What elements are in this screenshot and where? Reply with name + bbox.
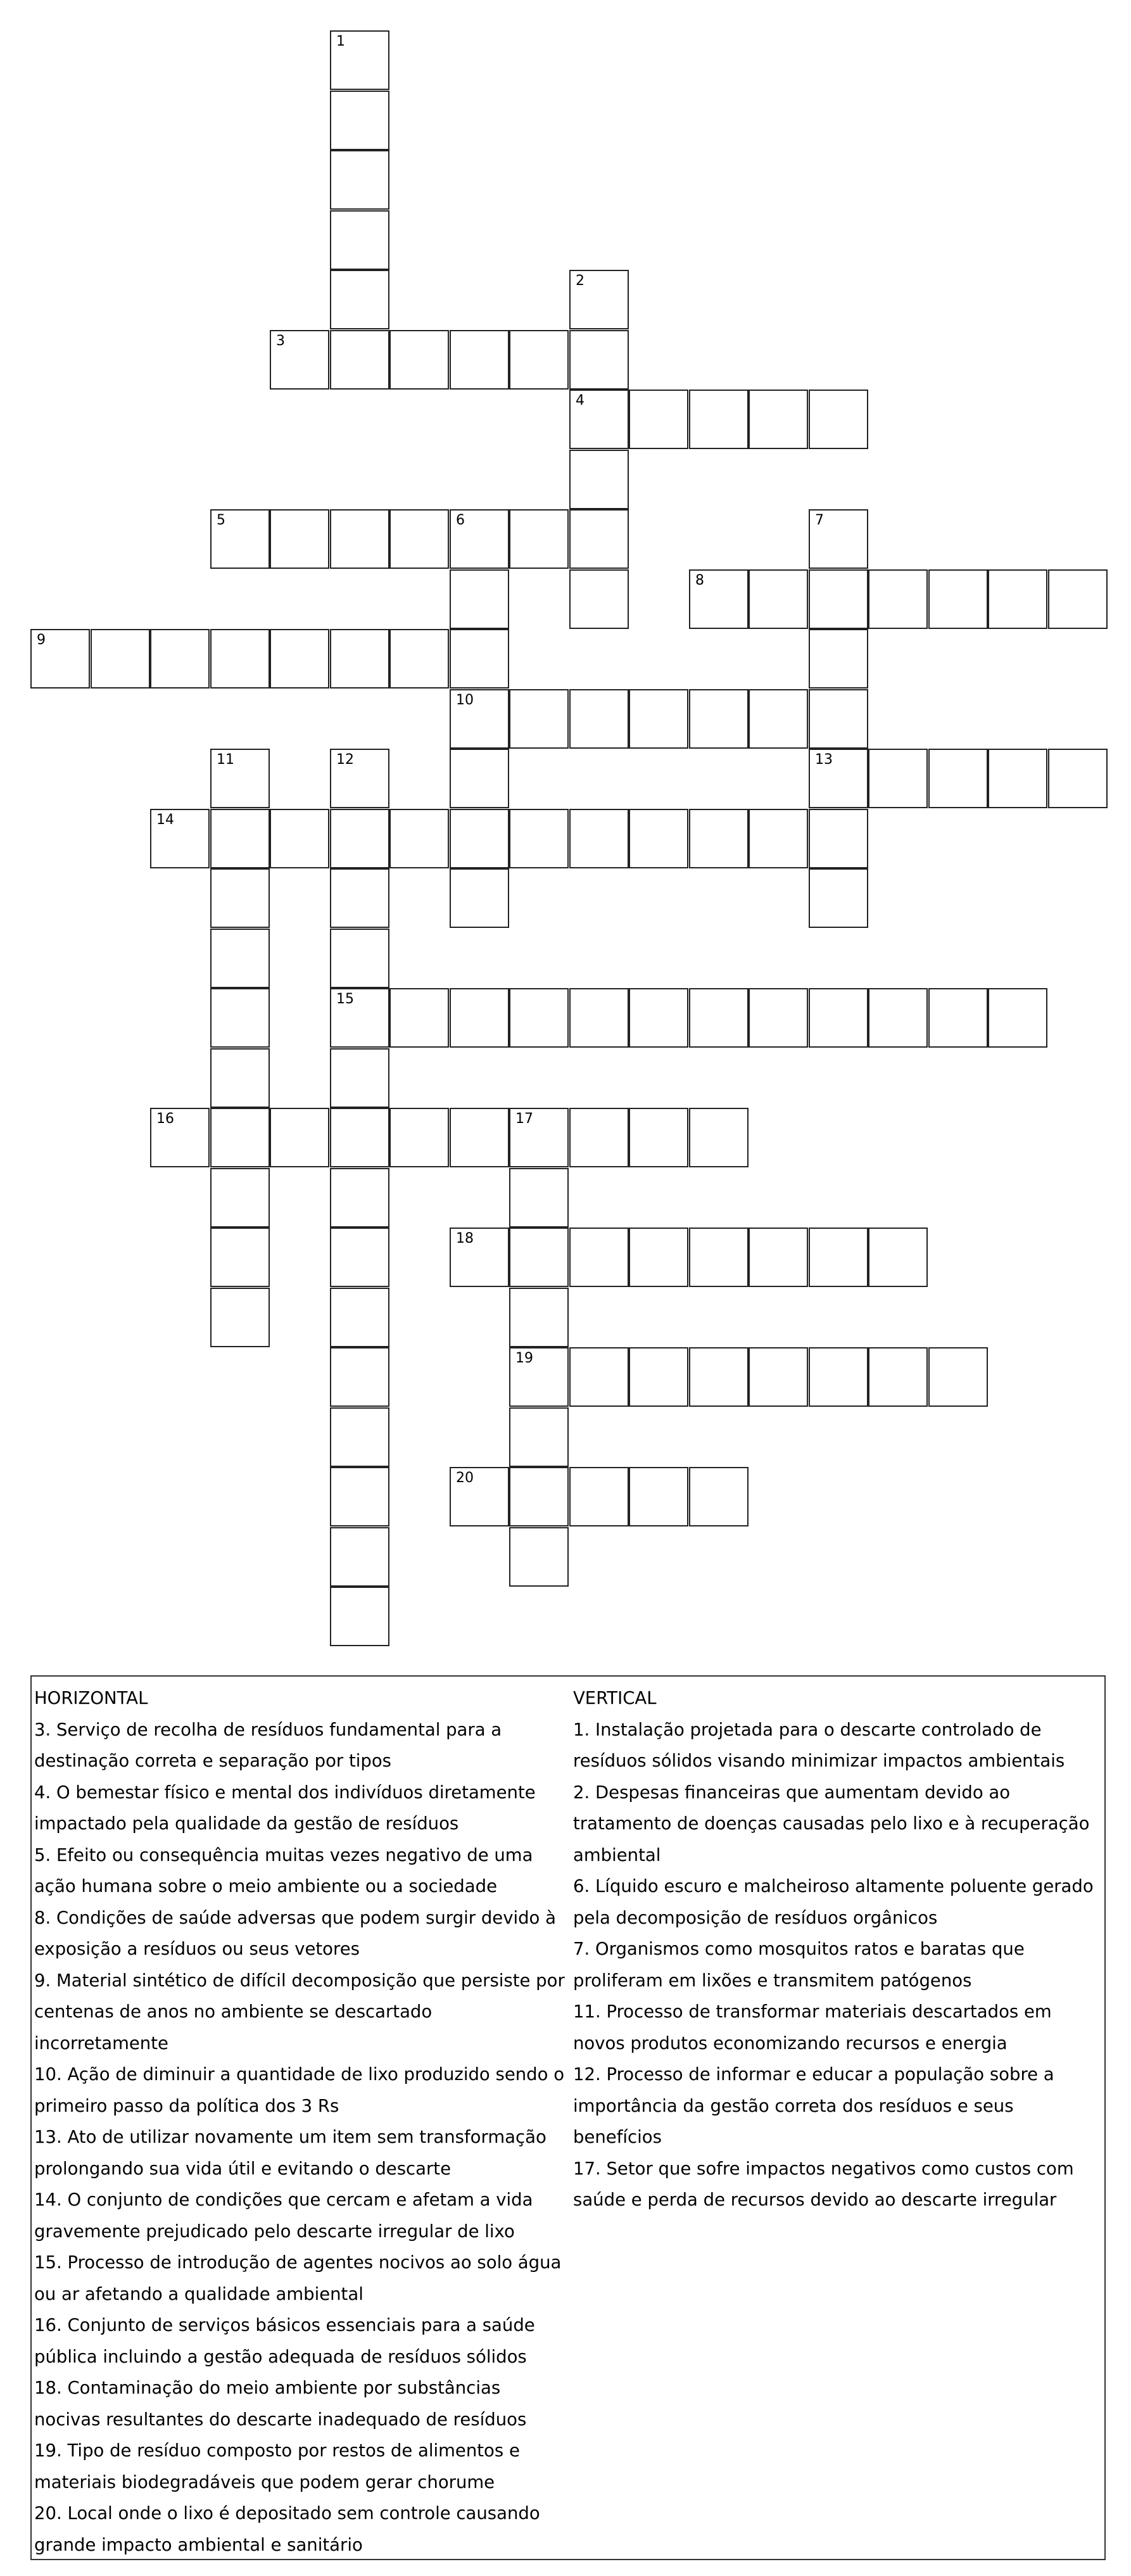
clue-number: 15 <box>336 991 354 1007</box>
horizontal-heading: HORIZONTAL <box>34 1688 148 1708</box>
grid-cell[interactable] <box>749 1347 808 1407</box>
grid-cell[interactable] <box>210 988 270 1048</box>
grid-cell[interactable] <box>928 749 988 808</box>
grid-cell[interactable] <box>629 689 688 749</box>
clue-h15: 15. Processo de introdução de agentes nocivos ao solo água ou ar afetando a qualidade ambiental <box>34 2252 562 2304</box>
grid-cell[interactable] <box>569 809 629 868</box>
clue-h4: 4. O bemestar físico e mental dos indivíduos diretamente impactado pela qualidade da gestão de resíduos <box>34 1782 536 1834</box>
grid-cell[interactable] <box>270 1108 329 1167</box>
clue-h10: 10. Ação de diminuir a quantidade de lixo produzido sendo o primeiro passo da política dos 3 Rs <box>34 2064 565 2116</box>
grid-cell[interactable] <box>629 988 688 1048</box>
grid-cell[interactable] <box>330 1467 389 1526</box>
grid-cell[interactable] <box>450 629 509 688</box>
grid-cell[interactable] <box>928 988 988 1048</box>
grid-cell[interactable] <box>389 330 449 390</box>
grid-cell[interactable] <box>330 509 389 569</box>
grid-cell[interactable] <box>809 749 868 808</box>
grid-cell[interactable] <box>809 689 868 749</box>
clue-number: 14 <box>156 812 174 828</box>
clue-h19: 19. Tipo de resíduo composto por restos de alimentos e materiais biodegradáveis que podem gerar chorume <box>34 2440 520 2492</box>
grid-cell[interactable] <box>809 629 868 688</box>
grid-cell[interactable] <box>150 1108 210 1167</box>
grid-cell[interactable] <box>270 330 329 390</box>
grid-cell[interactable] <box>988 749 1047 808</box>
grid-cell[interactable] <box>330 270 389 329</box>
grid-cell[interactable] <box>450 569 509 629</box>
grid-cell[interactable] <box>689 1228 749 1287</box>
clue-v12: 12. Processo de informar e educar a população sobre a importância da gestão correta dos resíduos e seus benefícios <box>573 2064 1054 2147</box>
grid-cell[interactable] <box>689 1467 749 1526</box>
grid-cell[interactable] <box>210 749 270 808</box>
grid-cell[interactable] <box>689 689 749 749</box>
grid-cell[interactable] <box>389 988 449 1048</box>
grid-cell[interactable] <box>210 1228 270 1287</box>
grid-cell[interactable] <box>330 1168 389 1228</box>
grid-cell[interactable] <box>210 1168 270 1228</box>
grid-cell[interactable] <box>868 988 928 1048</box>
grid-cell[interactable] <box>150 629 210 688</box>
grid-cell[interactable] <box>270 809 329 868</box>
grid-cell[interactable] <box>689 1108 749 1167</box>
clue-v6: 6. Líquido escuro e malcheiroso altamente poluente gerado pela decomposição de resíduos orgânicos <box>573 1876 1094 1928</box>
grid-cell[interactable] <box>569 270 629 329</box>
grid-cell[interactable] <box>330 210 389 270</box>
grid-cell[interactable] <box>509 689 569 749</box>
grid-cell[interactable] <box>330 1347 389 1407</box>
clue-h16: 16. Conjunto de serviços básicos essenciais para a saúde pública incluindo a gestão adequada de resíduos sólidos <box>34 2315 535 2367</box>
grid-cell[interactable] <box>629 809 688 868</box>
grid-cell[interactable] <box>450 1467 509 1526</box>
grid-cell[interactable] <box>988 988 1047 1048</box>
grid-cell[interactable] <box>389 1108 449 1167</box>
grid-cell[interactable] <box>629 1108 688 1167</box>
grid-cell[interactable] <box>330 1407 389 1467</box>
grid-cell[interactable] <box>330 629 389 688</box>
grid-cell[interactable] <box>330 988 389 1048</box>
clue-h3: 3. Serviço de recolha de resíduos fundamental para a destinação correta e separação por tipos <box>34 1719 502 1771</box>
clue-number: 20 <box>456 1470 474 1486</box>
grid-cell[interactable] <box>389 809 449 868</box>
grid-cell[interactable] <box>450 1228 509 1287</box>
clue-v7: 7. Organismos como mosquitos ratos e baratas que proliferam em lixões e transmitem patógenos <box>573 1939 1025 1991</box>
grid-cell[interactable] <box>809 390 868 449</box>
grid-cell[interactable] <box>569 1108 629 1167</box>
clue-number: 1 <box>336 34 345 49</box>
grid-cell[interactable] <box>749 390 808 449</box>
grid-cell[interactable] <box>389 509 449 569</box>
grid-cell[interactable] <box>450 330 509 390</box>
grid-cell[interactable] <box>629 1228 688 1287</box>
grid-cell[interactable] <box>509 1168 569 1228</box>
grid-cell[interactable] <box>509 1407 569 1467</box>
grid-cell[interactable] <box>689 1347 749 1407</box>
clue-number: 17 <box>515 1111 533 1127</box>
clue-number: 5 <box>217 512 225 528</box>
clue-v1: 1. Instalação projetada para o descarte controlado de resíduos sólidos visando minimizar impactos ambientais <box>573 1719 1065 1771</box>
grid-cell[interactable] <box>509 1288 569 1347</box>
grid-cell[interactable] <box>330 150 389 210</box>
grid-cell[interactable] <box>569 988 629 1048</box>
grid-cell[interactable] <box>689 809 749 868</box>
grid-cell[interactable] <box>749 689 808 749</box>
clue-v11: 11. Processo de transformar materiais descartados em novos produtos economizando recursos e energia <box>573 2002 1052 2053</box>
grid-cell[interactable] <box>509 988 569 1048</box>
clue-h8: 8. Condições de saúde adversas que podem surgir devido à exposição a resíduos ou seus vetores <box>34 1907 556 1959</box>
grid-cell[interactable] <box>1048 569 1108 629</box>
grid-cell[interactable] <box>450 749 509 808</box>
grid-cell[interactable] <box>569 689 629 749</box>
grid-cell[interactable] <box>569 509 629 569</box>
clue-h18: 18. Contaminação do meio ambiente por substâncias nocivas resultantes do descarte inadequado de resíduos <box>34 2378 527 2430</box>
grid-cell[interactable] <box>569 450 629 509</box>
clue-v2: 2. Despesas financeiras que aumentam devido ao tratamento de doenças causadas pelo lixo e à recuperação ambiental <box>573 1782 1090 1865</box>
grid-cell[interactable] <box>330 1228 389 1287</box>
grid-cell[interactable] <box>509 809 569 868</box>
horizontal-clues <box>32 1683 566 2561</box>
grid-cell[interactable] <box>91 629 150 688</box>
clue-h5: 5. Efeito ou consequência muitas vezes negativo de uma ação humana sobre o meio ambiente ou a sociedade <box>34 1844 533 1896</box>
clue-number: 19 <box>515 1350 533 1366</box>
grid-cell[interactable] <box>809 809 868 868</box>
grid-cell[interactable] <box>569 1228 629 1287</box>
grid-cell[interactable] <box>749 569 808 629</box>
grid-cell[interactable] <box>30 629 90 688</box>
clue-number: 7 <box>815 512 824 528</box>
grid-cell[interactable] <box>569 569 629 629</box>
grid-cell[interactable] <box>330 1587 389 1646</box>
grid-cell[interactable] <box>689 390 749 449</box>
grid-cell[interactable] <box>330 929 389 988</box>
grid-cell[interactable] <box>210 868 270 928</box>
grid-cell[interactable] <box>210 1288 270 1347</box>
grid-cell[interactable] <box>450 689 509 749</box>
grid-cell[interactable] <box>809 509 868 569</box>
grid-cell[interactable] <box>749 809 808 868</box>
grid-cell[interactable] <box>509 1527 569 1587</box>
grid-cell[interactable] <box>509 1347 569 1407</box>
grid-cell[interactable] <box>509 1467 569 1526</box>
clue-number: 12 <box>336 752 354 768</box>
grid-cell[interactable] <box>509 509 569 569</box>
grid-cell[interactable] <box>389 629 449 688</box>
grid-cell[interactable] <box>569 330 629 390</box>
grid-cell[interactable] <box>210 1108 270 1167</box>
grid-cell[interactable] <box>809 1347 868 1407</box>
grid-cell[interactable] <box>270 509 329 569</box>
clue-number: 4 <box>576 393 584 409</box>
grid-cell[interactable] <box>809 569 868 629</box>
grid-cell[interactable] <box>928 1347 988 1407</box>
clue-h13: 13. Ato de utilizar novamente um item sem transformação prolongando sua vida útil e evitando o descarte <box>34 2127 547 2179</box>
grid-cell[interactable] <box>868 1347 928 1407</box>
grid-cell[interactable] <box>150 809 210 868</box>
grid-cell[interactable] <box>210 929 270 988</box>
grid-cell[interactable] <box>809 988 868 1048</box>
grid-cell[interactable] <box>689 988 749 1048</box>
clue-h20: 20. Local onde o lixo é depositado sem controle causando grande impacto ambiental e sanitário <box>34 2503 540 2555</box>
grid-cell[interactable] <box>509 1108 569 1167</box>
grid-cell[interactable] <box>330 1108 389 1167</box>
grid-cell[interactable] <box>330 1527 389 1587</box>
clue-number: 6 <box>456 512 465 528</box>
grid-cell[interactable] <box>450 1108 509 1167</box>
grid-cell[interactable] <box>749 1228 808 1287</box>
clue-h14: 14. O conjunto de condições que cercam e afetam a vida gravemente prejudicado pelo descarte irregular de lixo <box>34 2190 533 2242</box>
clue-number: 2 <box>576 273 584 289</box>
clue-number: 3 <box>276 333 285 349</box>
grid-cell[interactable] <box>450 988 509 1048</box>
grid-cell[interactable] <box>868 1228 928 1287</box>
grid-cell[interactable] <box>210 509 270 569</box>
grid-cell[interactable] <box>330 809 389 868</box>
grid-cell[interactable] <box>809 1228 868 1287</box>
grid-cell[interactable] <box>450 809 509 868</box>
grid-cell[interactable] <box>569 390 629 449</box>
grid-cell[interactable] <box>210 629 270 688</box>
vertical-heading: VERTICAL <box>573 1688 657 1708</box>
grid-cell[interactable] <box>270 629 329 688</box>
grid-cell[interactable] <box>569 1467 629 1526</box>
grid-cell[interactable] <box>629 390 688 449</box>
grid-cell[interactable] <box>569 1347 629 1407</box>
clue-number: 10 <box>456 692 474 708</box>
vertical-clues <box>573 1683 1102 2216</box>
grid-cell[interactable] <box>928 569 988 629</box>
grid-cell[interactable] <box>330 1288 389 1347</box>
clue-v17: 17. Setor que sofre impactos negativos como custos com saúde e perda de recursos devido ao descarte irregular <box>573 2158 1074 2210</box>
grid-cell[interactable] <box>629 1347 688 1407</box>
clue-number: 13 <box>815 752 833 768</box>
clues-box <box>30 1675 1106 2560</box>
grid-cell[interactable] <box>749 988 808 1048</box>
grid-cell[interactable] <box>210 809 270 868</box>
grid-cell[interactable] <box>868 569 928 629</box>
grid-cell[interactable] <box>330 1048 389 1108</box>
grid-cell[interactable] <box>450 509 509 569</box>
grid-cell[interactable] <box>809 868 868 928</box>
clue-number: 8 <box>695 573 704 588</box>
grid-cell[interactable] <box>330 91 389 150</box>
clue-number: 9 <box>37 632 46 648</box>
clue-h9: 9. Material sintético de difícil decomposição que persiste por centenas de anos no ambiente se descartado incorretamente <box>34 1970 565 2053</box>
grid-cell[interactable] <box>450 868 509 928</box>
grid-cell[interactable] <box>1048 749 1108 808</box>
grid-cell[interactable] <box>330 330 389 390</box>
grid-cell[interactable] <box>330 868 389 928</box>
grid-cell[interactable] <box>330 749 389 808</box>
grid-cell[interactable] <box>868 749 928 808</box>
grid-cell[interactable] <box>689 569 749 629</box>
grid-cell[interactable] <box>210 1048 270 1108</box>
grid-cell[interactable] <box>629 1467 688 1526</box>
grid-cell[interactable] <box>330 30 389 90</box>
grid-cell[interactable] <box>509 330 569 390</box>
grid-cell[interactable] <box>988 569 1047 629</box>
grid-cell[interactable] <box>509 1228 569 1287</box>
clue-number: 18 <box>456 1231 474 1247</box>
clue-number: 16 <box>156 1111 174 1127</box>
clue-number: 11 <box>217 752 234 768</box>
